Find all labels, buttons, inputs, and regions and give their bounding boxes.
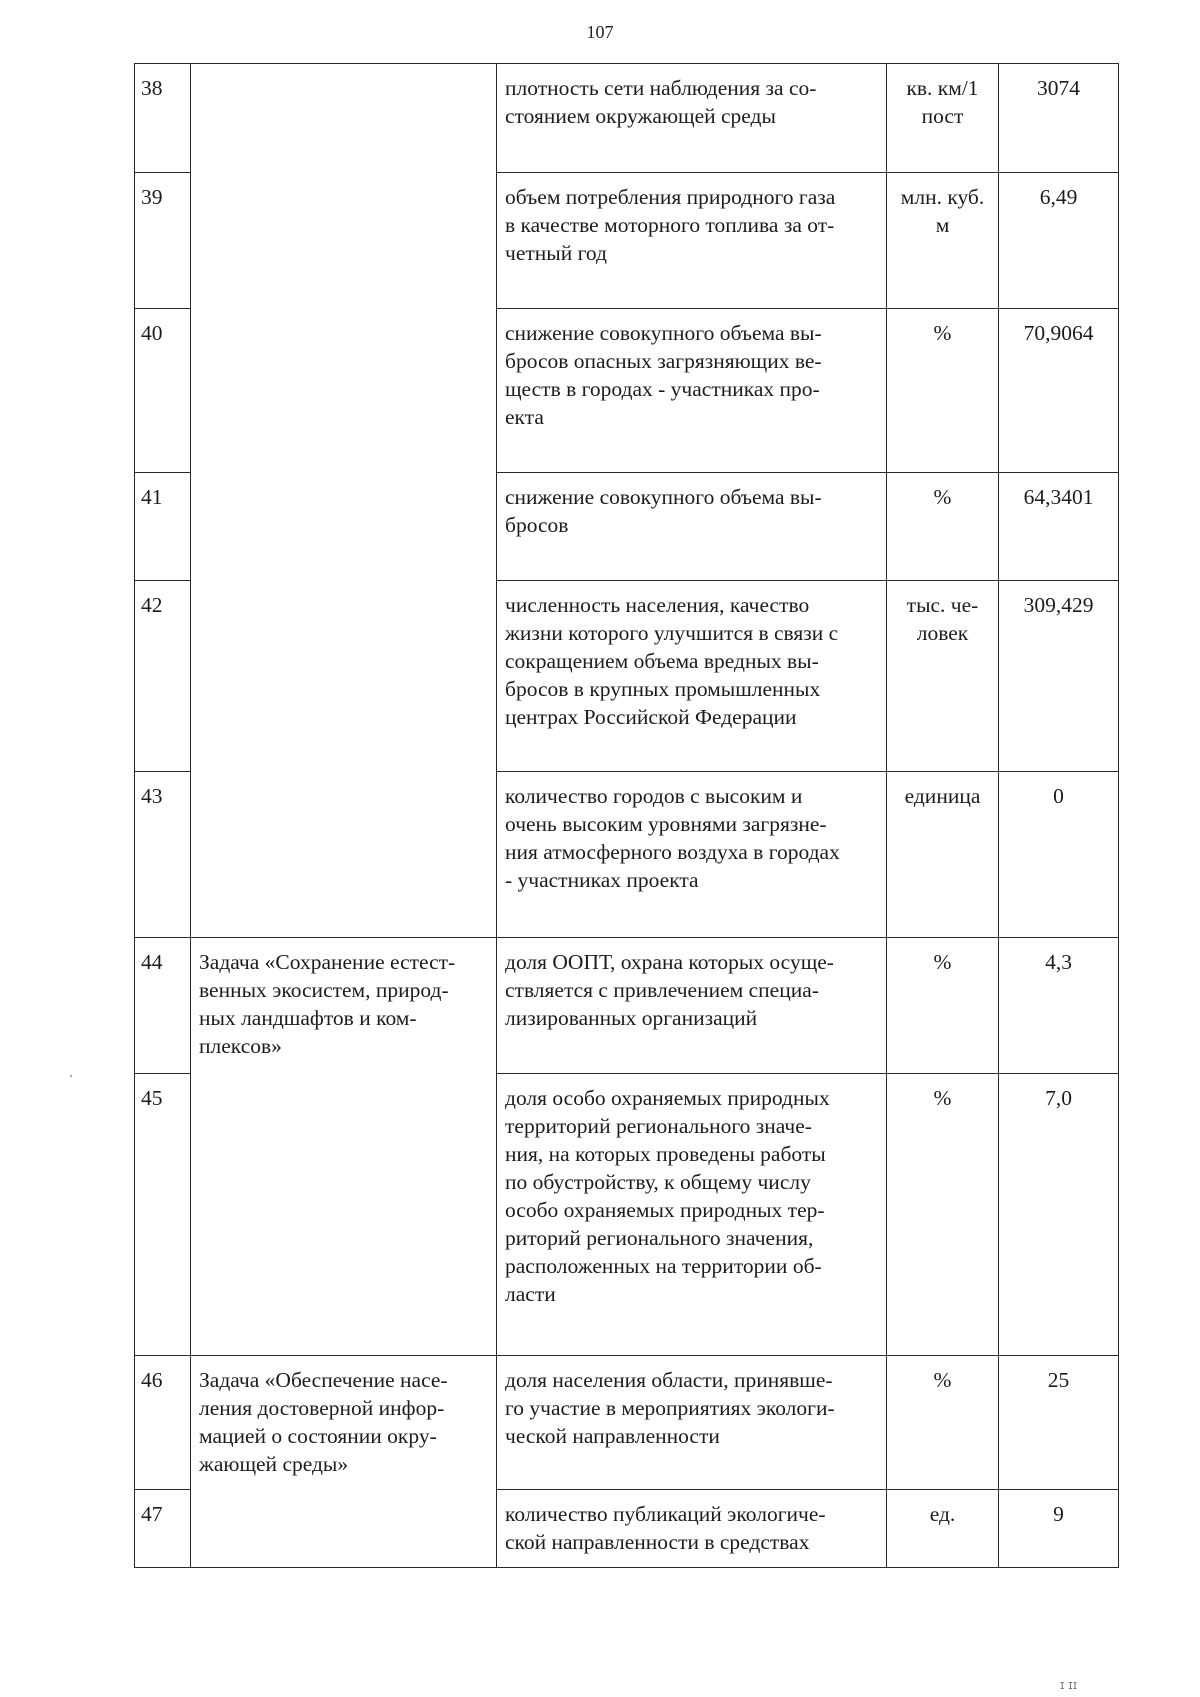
scan-mark: ɪ ɪɪ: [1060, 1678, 1078, 1692]
value-cell: 3074: [999, 64, 1119, 173]
row-number: 42: [135, 581, 191, 772]
indicator-text: снижение совокупного объема вы- бросов: [497, 473, 887, 581]
table-row: [135, 938, 1119, 1074]
task-cell-empty: [191, 64, 497, 938]
unit-cell: млн. куб. м: [887, 173, 999, 309]
scan-dot: [70, 1075, 72, 1077]
unit-cell: тыс. че- ловек: [887, 581, 999, 772]
row-number: 40: [135, 309, 191, 473]
indicator-text: доля населения области, принявше- го участие в мероприятиях экологи- ческой направленности: [497, 1356, 887, 1490]
indicator-text: плотность сети наблюдения за со- стоянием окружающей среды: [497, 64, 887, 173]
table-row: [135, 1356, 1119, 1490]
value-cell: 64,3401: [999, 473, 1119, 581]
indicator-text: доля особо охраняемых природных территорий регионального значе- ния, на которых проведены работы по обустройству, к общему числу особо охраняемых природных тер- риторий регионального значения, расположенных на территории об- ласти: [497, 1074, 887, 1356]
unit-cell: %: [887, 938, 999, 1074]
task-label: Задача «Обеспечение насе- ления достоверной инфор- мацией о состоянии окру- жающей среды»: [191, 1356, 497, 1568]
indicator-text: снижение совокупного объема вы- бросов опасных загрязняющих ве- ществ в городах - участниках про- екта: [497, 309, 887, 473]
indicator-text: объем потребления природного газа в качестве моторного топлива за от- четный год: [497, 173, 887, 309]
value-cell: 4,3: [999, 938, 1119, 1074]
unit-cell: %: [887, 473, 999, 581]
table-row: [135, 64, 1119, 173]
row-number: 47: [135, 1490, 191, 1568]
page-number: 107: [586, 22, 614, 42]
value-cell: 0: [999, 772, 1119, 938]
row-number: 43: [135, 772, 191, 938]
indicators-table: [134, 63, 1119, 1568]
value-cell: 7,0: [999, 1074, 1119, 1356]
value-cell: 309,429: [999, 581, 1119, 772]
value-cell: 70,9064: [999, 309, 1119, 473]
indicator-text: количество городов с высоким и очень высоким уровнями загрязне- ния атмосферного воздуха в городах - участниках проекта: [497, 772, 887, 938]
value-cell: 25: [999, 1356, 1119, 1490]
task-label: Задача «Сохранение естест- венных экосистем, природ- ных ландшафтов и ком- плексов»: [191, 938, 497, 1356]
indicator-text: численность населения, качество жизни которого улучшится в связи с сокращением объема вредных вы- бросов в крупных промышленных центрах Российской Федерации: [497, 581, 887, 772]
unit-cell: %: [887, 309, 999, 473]
row-number: 38: [135, 64, 191, 173]
value-cell: 9: [999, 1490, 1119, 1568]
indicator-text: количество публикаций экологиче- ской направленности в средствах: [497, 1490, 887, 1568]
unit-cell: единица: [887, 772, 999, 938]
row-number: 39: [135, 173, 191, 309]
value-cell: 6,49: [999, 173, 1119, 309]
row-number: 44: [135, 938, 191, 1074]
row-number: 46: [135, 1356, 191, 1490]
row-number: 41: [135, 473, 191, 581]
unit-cell: %: [887, 1356, 999, 1490]
unit-cell: кв. км/1 пост: [887, 64, 999, 173]
unit-cell: ед.: [887, 1490, 999, 1568]
unit-cell: %: [887, 1074, 999, 1356]
row-number: 45: [135, 1074, 191, 1356]
indicator-text: доля ООПТ, охрана которых осуще- ствляется с привлечением специа- лизированных организаций: [497, 938, 887, 1074]
